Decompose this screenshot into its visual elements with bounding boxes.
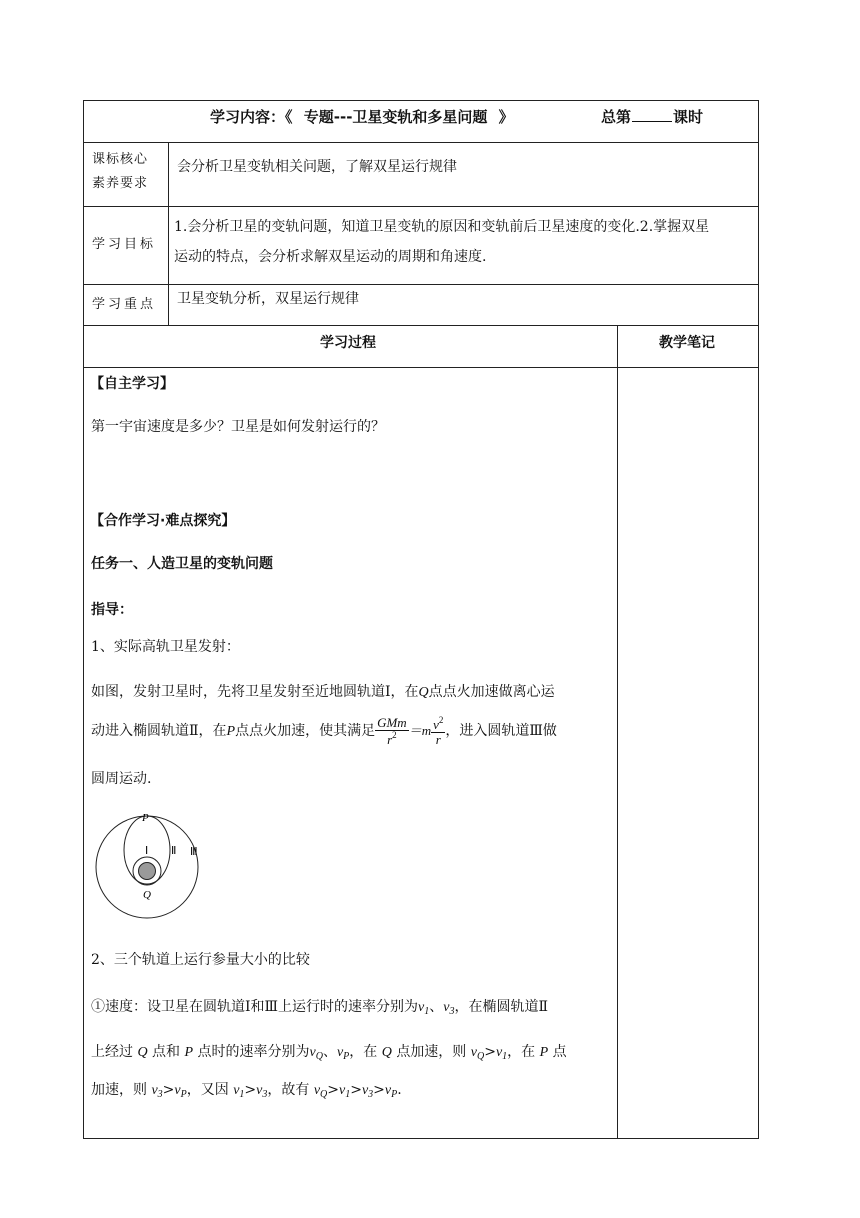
- s2-text-a: 上经过: [91, 1044, 133, 1060]
- label-p: P: [142, 812, 149, 824]
- s1-text-b: ，在椭圆轨道Ⅱ: [454, 999, 548, 1015]
- row-divider-core: [83, 206, 759, 207]
- speed-line1: ①速度：设卫星在圆轨道Ⅰ和Ⅲ上运行时的速率分别为$v_1$、$v_3$，在椭圆轨道Ⅱ: [91, 999, 548, 1017]
- header-topic: 专题---卫星变轨和多星问题: [303, 108, 488, 126]
- notes-column-divider: [617, 325, 618, 1139]
- paragraph-line1: [91, 681, 555, 701]
- p2-point-p: P: [226, 724, 236, 740]
- v3-symbol: $v_3$: [443, 1000, 455, 1017]
- speed-line3: 加速，则 $v_3>v_P$，又因 $v_1>v_3$，故有 $v_Q>v_1>v_3>v_P$.: [91, 1082, 402, 1100]
- goal-text-line2: 运动的特点，会分析求解双星运动的周期和角速度.: [174, 249, 487, 265]
- paragraph-line2: [91, 716, 557, 746]
- table-bottom-border: [83, 1138, 759, 1139]
- formula-equals: ＝m: [408, 723, 432, 739]
- lesson-count: [601, 106, 703, 127]
- process-column-header: 学习过程: [320, 335, 376, 351]
- label-orbit-i: Ⅰ: [145, 845, 149, 857]
- table-left-border: [83, 100, 84, 1139]
- item1-text: 1、实际高轨卫星发射：: [91, 639, 240, 655]
- label-q: Q: [143, 889, 151, 901]
- table-top-border: [83, 100, 759, 101]
- total-prefix: 总第: [601, 108, 632, 126]
- formula-lhs-den: $r^2$: [387, 729, 397, 747]
- label-column-divider: [168, 142, 169, 326]
- s2-text-g: 点: [552, 1044, 567, 1060]
- formula-rhs-den: r: [435, 731, 441, 747]
- v1-symbol: $v_1$: [418, 1000, 430, 1017]
- s3-text-a: 加速，则: [91, 1082, 147, 1098]
- formula-lhs-den-r: r: [387, 731, 393, 747]
- guide-heading: 指导：: [91, 602, 133, 618]
- self-study-heading: 【自主学习】: [90, 376, 174, 392]
- goal-label: 学习目标: [92, 237, 157, 252]
- formula-lhs-num: GMm: [377, 715, 407, 730]
- s1-text-a: ①速度：设卫星在圆轨道Ⅰ和Ⅲ上运行时的速率分别为: [91, 999, 419, 1015]
- label-orbit-ii: Ⅱ: [171, 845, 177, 857]
- total-suffix: 课时: [673, 108, 704, 126]
- core-label: [92, 148, 148, 196]
- formula-rhs: [431, 716, 445, 746]
- core-text: 会分析卫星变轨相关问题，了解双星运行规律: [177, 159, 457, 175]
- s2-text-e: 点加速，则: [396, 1044, 467, 1060]
- row-divider-columns: [83, 367, 759, 368]
- p1-text-a: 如图，发射卫星时，先将卫星发射至近地圆轨道Ⅰ，在: [91, 684, 419, 700]
- row-divider-header: [83, 142, 759, 143]
- task1-heading: 任务一、人造卫星的变轨问题: [91, 556, 273, 572]
- s3-text-b: ，又因: [186, 1082, 229, 1098]
- goal-text: [174, 212, 709, 272]
- formula-rhs-num-v: v: [433, 717, 439, 732]
- focus-label: 学习重点: [92, 297, 157, 312]
- lesson-header: [210, 106, 514, 127]
- s2-text-b: 点和: [152, 1044, 181, 1060]
- row-divider-focus: [83, 325, 759, 326]
- item2-text: 2、三个轨道上运行参量大小的比较: [91, 952, 310, 968]
- self-study-question: 第一宇宙速度是多少？卫星是如何发射运行的？: [91, 419, 385, 435]
- s2-text-f: ，在: [507, 1044, 536, 1060]
- header-close: 》: [498, 108, 514, 126]
- formula-rhs-num: $v^2$: [433, 715, 444, 732]
- paragraph-line3: 圆周运动.: [91, 771, 152, 787]
- p1-text-b: 点点火加速做离心运: [428, 684, 555, 700]
- p2-text-c: ，进入圆轨道Ⅲ做: [445, 723, 557, 740]
- orbit-diagram: [92, 810, 222, 925]
- header-label: 学习内容：《: [210, 108, 293, 126]
- s3-text-d: .: [397, 1082, 402, 1098]
- p1-point-q: Q: [418, 685, 429, 700]
- core-label-line1: 课标核心: [92, 152, 149, 167]
- coop-heading: 【合作学习·难点探究】: [90, 513, 236, 529]
- lesson-number-blank: [632, 107, 672, 122]
- label-orbit-iii: Ⅲ: [190, 846, 198, 858]
- focus-text: 卫星变轨分析，双星运行规律: [177, 291, 359, 307]
- s2-text-d: ，在: [349, 1044, 378, 1060]
- notes-column-header: 教学笔记: [659, 335, 715, 351]
- table-right-border: [758, 100, 759, 1139]
- row-divider-goal: [83, 284, 759, 285]
- speed-line2: 上经过 Q 点和 P 点时的速率分别为$v_Q$、$v_P$，在 Q 点加速，则 $v_Q>v_1$，在 P 点: [91, 1044, 567, 1062]
- p2-text-a: 动进入椭圆轨道Ⅱ，在: [91, 723, 227, 740]
- earth-icon: [139, 863, 156, 880]
- s3-text-c: ，故有: [267, 1082, 310, 1098]
- formula-lhs: [375, 716, 409, 746]
- core-label-line2: 素养要求: [92, 176, 149, 191]
- goal-text-line1: 1.会分析卫星的变轨问题，知道卫星变轨的原因和变轨前后卫星速度的变化.2.掌握双星: [174, 219, 710, 235]
- p2-text-b: 点点火加速，使其满足: [235, 723, 376, 740]
- s2-text-c: 点时的速率分别为: [197, 1044, 310, 1060]
